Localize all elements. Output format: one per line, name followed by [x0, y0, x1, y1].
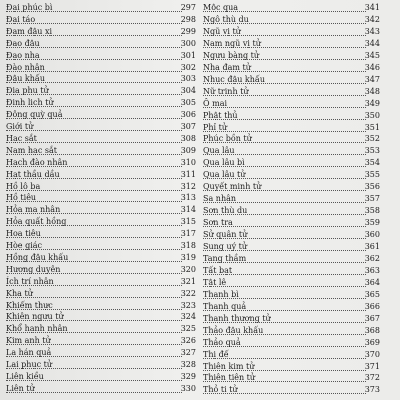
index-entry-term: Nha đam tử [203, 62, 251, 72]
index-entry-page: 362 [364, 253, 380, 263]
index-entry-term: Thảo đậu khấu [203, 325, 264, 335]
index-entry [203, 194, 380, 204]
index-entry [6, 324, 196, 334]
index-entry-term: Qua lâu [203, 146, 235, 156]
index-entry-page: 319 [180, 252, 196, 262]
index-entry-term: Nhục đậu khấu [203, 74, 265, 84]
index-entry-page: 314 [180, 205, 196, 215]
index-entry-term: Tất bạt [203, 265, 233, 275]
index-entry-term: Phật thủ [203, 110, 238, 120]
index-entry-page: 300 [180, 38, 196, 48]
index-entry-page: 366 [364, 301, 380, 311]
index-entry-term: Phúc bồn tử [203, 134, 252, 144]
index-entry-page: 311 [180, 169, 196, 179]
index-entry-page: 306 [180, 110, 196, 120]
index-entry-term: Hồ lô ba [6, 181, 41, 191]
index-entry-page: 363 [364, 265, 380, 275]
index-entry-page: 298 [180, 14, 196, 24]
index-entry-page: 304 [180, 86, 196, 96]
index-entry [6, 277, 196, 287]
index-entry-page: 344 [364, 38, 380, 48]
index-entry-term: Quyết minh tử [203, 182, 262, 192]
index-entry [203, 338, 380, 348]
index-entry-term: Thiên kim tử [203, 361, 255, 371]
index-entry [6, 182, 196, 192]
index-entry [6, 27, 196, 37]
index-entry [6, 205, 196, 215]
index-entry-page: 330 [180, 383, 196, 393]
index-entry-page: 349 [364, 98, 380, 108]
index-entry [203, 51, 380, 61]
index-entry-term: Kha tử [6, 288, 33, 298]
index-entry [203, 158, 380, 168]
index-entry-term: Thỏ ti tử [203, 385, 238, 395]
index-entry [203, 350, 380, 360]
index-entry-term: Hương duyên [6, 264, 61, 274]
index-entry-term: Ngũ vị tử [203, 26, 241, 36]
index-entry [203, 99, 380, 109]
index-entry [203, 266, 380, 276]
index-entry [6, 336, 196, 346]
index-entry-page: 355 [364, 170, 380, 180]
index-entry [6, 253, 196, 263]
index-entry [6, 122, 196, 132]
index-entry-page: 317 [180, 229, 196, 239]
index-entry-term: Sơn thù du [203, 206, 248, 216]
index-entry-page: 348 [364, 86, 380, 96]
index-entry-term: Liên tử [6, 383, 35, 393]
index-entry-page: 369 [364, 337, 380, 347]
index-entry-term: Kim anh tử [6, 336, 51, 346]
index-entry [6, 348, 196, 358]
index-entry [6, 86, 196, 96]
index-entry-page: 303 [180, 74, 196, 84]
index-entry-page: 341 [364, 3, 380, 12]
index-entry-term: Thanh thương tử [203, 313, 271, 323]
index-entry-term: Phỉ tử [203, 122, 228, 132]
index-entry [203, 111, 380, 121]
index-entry-term: Sử quân tử [203, 230, 248, 240]
index-entry-term: Thanh bì [203, 289, 239, 299]
index-entry [203, 75, 380, 85]
index-entry-term: Hồng đậu khấu [6, 252, 69, 262]
index-entry-page: 343 [364, 26, 380, 36]
index-entry-term: Ngô thù du [203, 14, 249, 24]
index-entry-page: 373 [364, 385, 380, 395]
index-entry-page: 327 [180, 348, 196, 358]
index-entry-term: Tang thầm [203, 253, 247, 263]
index-entry [6, 134, 196, 144]
index-entry-term: Liên kiều [6, 371, 44, 381]
index-entry [6, 146, 196, 156]
index-entry [6, 372, 196, 382]
index-entry-page: 299 [180, 26, 196, 36]
index-entry-term: Đao đậu [6, 38, 40, 48]
index-entry-page: 347 [364, 74, 380, 84]
index-entry-term: Hoa tiêu [6, 229, 41, 239]
index-entry-page: 367 [364, 313, 380, 323]
index-entry-term: Đạo nha [6, 50, 40, 60]
index-entry-term: Khiên ngưu tử [6, 312, 64, 322]
index-entry-page: 358 [364, 206, 380, 216]
index-entry [203, 326, 380, 336]
index-entry-term: Nữ trinh tử [203, 86, 249, 96]
index-entry-page: 346 [364, 62, 380, 72]
index-entry [6, 98, 196, 108]
index-entry-term: Đại phúc bì [6, 3, 53, 12]
index-entry-page: 356 [364, 182, 380, 192]
index-entry-page: 364 [364, 277, 380, 287]
index-entry [6, 193, 196, 203]
index-entry [203, 278, 380, 288]
index-entry-page: 301 [180, 50, 196, 60]
index-entry [6, 158, 196, 168]
index-entry-page: 324 [180, 312, 196, 322]
index-entry [203, 170, 380, 180]
index-entry [6, 39, 196, 49]
index-entry-page: 353 [364, 146, 380, 156]
index-entry [203, 146, 380, 156]
index-entry [6, 241, 196, 251]
index-entry [6, 312, 196, 322]
index-entry-term: Thị đế [203, 349, 229, 359]
index-entry-term: Thiên tiên tử [203, 373, 256, 383]
dot-leader [203, 107, 366, 108]
index-entry-page: 357 [364, 194, 380, 204]
index-entry [203, 3, 380, 13]
index-entry-page: 315 [180, 217, 196, 227]
index-entry-term: Mộc qua [203, 3, 239, 12]
index-entry-page: 351 [364, 122, 380, 132]
index-entry-term: Sơn tra [203, 218, 233, 228]
index-entry-page: 297 [180, 3, 196, 12]
index-entry [6, 74, 196, 84]
index-entry-term: Giới tử [6, 122, 34, 131]
index-entry [203, 373, 380, 383]
index-entry-page: 365 [364, 289, 380, 299]
index-entry-page: 325 [180, 324, 196, 334]
index-entry-page: 370 [364, 349, 380, 359]
index-entry-term: Đậu khấu [6, 74, 45, 84]
index-entry-page: 342 [364, 14, 380, 24]
index-entry-term: Thảo quả [203, 337, 241, 347]
index-entry-page: 326 [180, 336, 196, 346]
index-entry [6, 301, 196, 311]
index-entry-page: 318 [180, 241, 196, 250]
index-entry-term: Hồ tiêu [6, 193, 37, 203]
index-entry [203, 218, 380, 228]
index-entry [203, 206, 380, 216]
index-entry-term: Tật lê [203, 277, 227, 287]
index-entry-term: La hán quả [6, 348, 52, 358]
index-entry-term: Hỏa quất hồng [6, 217, 67, 227]
index-entry-term: Đông quỳ quả [6, 110, 63, 120]
index-entry-term: Ích trí nhân [6, 276, 54, 286]
index-entry [203, 362, 380, 372]
index-entry [6, 384, 196, 394]
index-entry [203, 63, 380, 73]
index-entry [203, 134, 380, 144]
index-entry-page: 309 [180, 145, 196, 155]
index-entry-page: 352 [364, 134, 380, 144]
index-entry-term: Hạch đào nhân [6, 157, 68, 167]
index-entry-page: 359 [364, 218, 380, 228]
index-entry [6, 360, 196, 370]
index-entry-term: Đào nhân [6, 62, 45, 72]
index-entry-term: Đại táo [6, 14, 36, 24]
index-entry-page: 310 [180, 157, 196, 167]
index-entry-page: 312 [180, 181, 196, 191]
index-entry [203, 385, 380, 395]
index-entry-term: Qua lâu tử [203, 170, 246, 180]
index-entry-term: Nam hạc sắt [6, 145, 57, 155]
index-entry [203, 314, 380, 324]
index-entry-page: 361 [364, 242, 380, 251]
index-entry-term: Khiếm thực [6, 300, 53, 310]
index-entry [203, 242, 380, 252]
index-entry-page: 368 [364, 325, 380, 335]
index-entry [203, 302, 380, 312]
index-entry-term: Hòe giác [6, 241, 42, 250]
index-entry [203, 27, 380, 37]
index-entry-page: 372 [364, 373, 380, 383]
index-entry-term: Hỏa ma nhân [6, 205, 61, 215]
index-entry-page: 371 [364, 361, 380, 371]
dot-leader [203, 131, 366, 132]
index-entry-term: Đạm đậu xị [6, 26, 53, 36]
index-entry [203, 15, 380, 25]
index-entry [6, 289, 196, 299]
index-entry [6, 265, 196, 275]
index-entry-term: Qua lâu bì [203, 158, 245, 168]
index-entry-page: 354 [364, 158, 380, 168]
index-entry-page: 360 [364, 230, 380, 240]
index-entry [203, 87, 380, 97]
index-entry-term: Lai phục tử [6, 360, 52, 369]
index-entry-page: 345 [364, 50, 380, 60]
index-entry-page: 350 [364, 110, 380, 120]
index-entry [6, 217, 196, 227]
index-entry [6, 170, 196, 180]
index-entry-term: Sung uý tử [203, 242, 248, 251]
index-entry-term: Thanh quả [203, 301, 247, 311]
index-entry [203, 123, 380, 133]
index-entry-page: 302 [180, 62, 196, 72]
index-entry-term: Khổ hạnh nhân [6, 324, 68, 334]
index-entry-page: 313 [180, 193, 196, 203]
index-entry-page: 329 [180, 371, 196, 381]
index-entry [203, 39, 380, 49]
index-entry-page: 308 [180, 133, 196, 143]
index-entry-page: 305 [180, 98, 196, 108]
index-entry [6, 63, 196, 73]
index-entry [203, 290, 380, 300]
index-entry-page: 321 [180, 276, 196, 286]
index-entry-page: 322 [180, 288, 196, 298]
index-entry-page: 323 [180, 300, 196, 310]
index-entry-term: Địa phu tử [6, 86, 49, 96]
index-entry [203, 182, 380, 192]
dot-leader [203, 286, 366, 287]
index-entry [203, 230, 380, 240]
index-entry [6, 51, 196, 61]
index-entry-term: Hạt thầu dầu [6, 169, 60, 179]
index-entry-page: 320 [180, 264, 196, 274]
index-entry [203, 254, 380, 264]
index-entry-term: Hạc sắt [6, 133, 37, 143]
index-entry-term: Đinh lịch tử [6, 98, 54, 108]
index-entry [6, 110, 196, 120]
index-entry-page: 328 [180, 360, 196, 369]
index-entry [6, 15, 196, 25]
index-entry-term: Ô mai [203, 98, 228, 108]
index-entry-page: 307 [180, 122, 196, 131]
index-entry-term: Sa nhân [203, 194, 237, 204]
index-entry-term: Ngưu bàng tử [203, 50, 260, 60]
index-entry [6, 229, 196, 239]
index-entry-term: Nam ngũ vị tử [203, 38, 261, 48]
index-entry [6, 3, 196, 13]
